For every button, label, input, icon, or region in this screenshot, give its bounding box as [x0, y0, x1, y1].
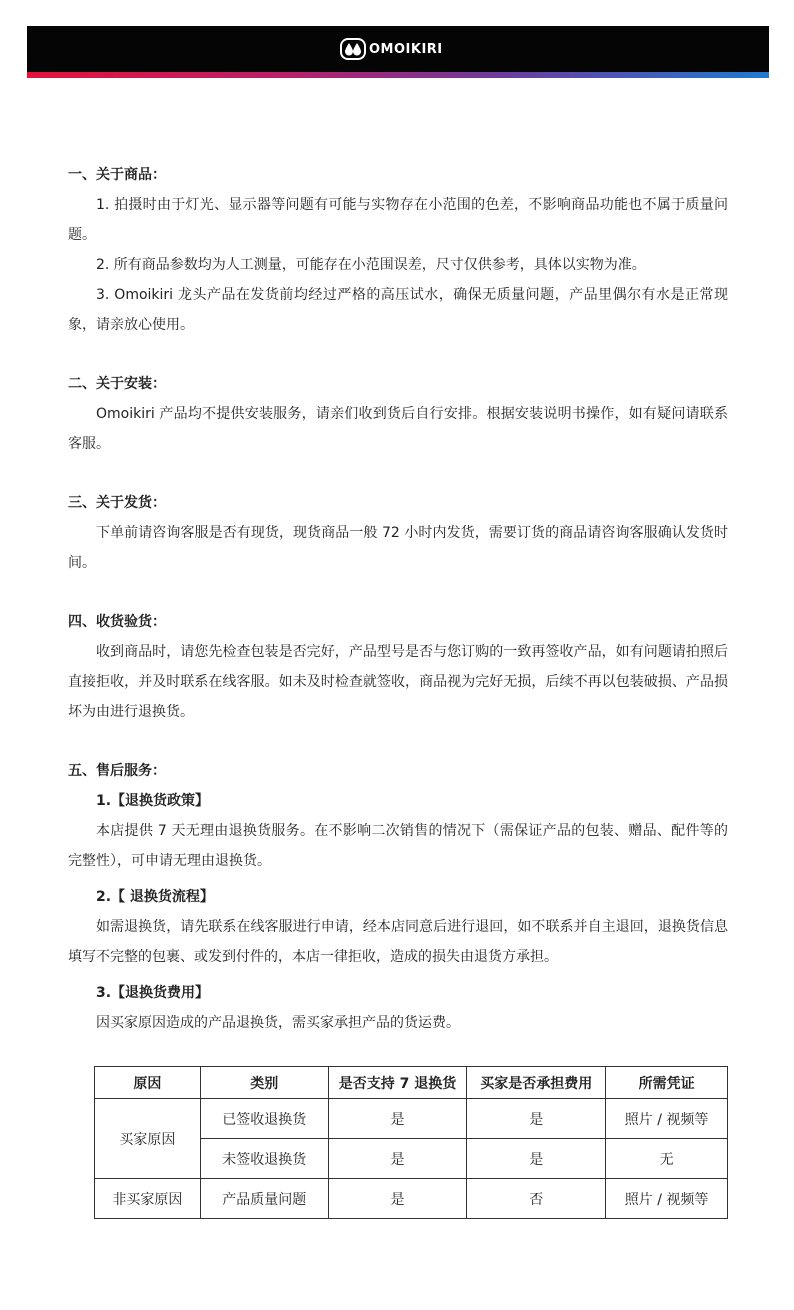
policy-content [68, 160, 728, 1038]
table-header-row [95, 1067, 728, 1099]
section-title-products: 一、关于商品： [68, 167, 166, 183]
water-drops-logo-icon [340, 38, 366, 60]
paragraph: 2. 所有商品参数均为人工测量，可能存在小范围误差，尺寸仅供参考，具体以实物为准。 [96, 257, 646, 273]
gradient-stripe [27, 72, 769, 78]
paragraph: 本店提供 7 天无理由退换货服务。在不影响二次销售的情况下（需保证产品的包装、赠品、配件等的完整性），可申请无理由退换货。 [68, 823, 728, 869]
paragraph: 如需退换货，请先联系在线客服进行申请，经本店同意后进行退回，如不联系并自主退回，退换货信息填写不完整的包裹、或发到付件的，本店一律拒收，造成的损失由退货方承担。 [68, 919, 728, 965]
table-cell: 未签收退换货 [200, 1139, 328, 1179]
section-title-shipping: 三、关于发货： [68, 495, 166, 511]
table-cell: 已签收退换货 [200, 1099, 328, 1139]
table-cell: 是 [328, 1139, 467, 1179]
table-cell-reason: 买家原因 [95, 1099, 201, 1179]
subsection-title-return-process: 2.【 退换货流程】 [96, 889, 214, 905]
table-row [95, 1099, 728, 1139]
brand-name: OMOIKIRI [369, 41, 443, 57]
section-title-installation: 二、关于安装： [68, 376, 166, 392]
subsection-title-return-fees: 3.【退换货费用】 [96, 985, 210, 1001]
table-row [95, 1179, 728, 1219]
table-cell: 是 [328, 1099, 467, 1139]
subsection-title-return-policy: 1.【退换货政策】 [96, 793, 210, 809]
section-title-after-sales: 五、售后服务： [68, 763, 166, 779]
table-header-cell: 是否支持 7 退换货 [328, 1067, 467, 1099]
table-header-cell: 原因 [95, 1067, 201, 1099]
table-cell: 否 [467, 1179, 606, 1219]
table-cell: 是 [328, 1179, 467, 1219]
table-cell: 产品质量问题 [200, 1179, 328, 1219]
paragraph: Omoikiri 产品均不提供安装服务，请亲们收到货后自行安排。根据安装说明书操作，如有疑问请联系客服。 [68, 406, 728, 452]
table-cell: 照片 / 视频等 [606, 1099, 728, 1139]
table-header-cell: 所需凭证 [606, 1067, 728, 1099]
paragraph: 3. Omoikiri 龙头产品在发货前均经过严格的高压试水，确保无质量问题，产品里偶尔有水是正常现象，请亲放心使用。 [68, 287, 728, 333]
table-cell-reason: 非买家原因 [95, 1179, 201, 1219]
section-title-inspection: 四、收货验货： [68, 614, 166, 630]
table-cell: 无 [606, 1139, 728, 1179]
table-cell: 照片 / 视频等 [606, 1179, 728, 1219]
return-fee-table [94, 1066, 728, 1219]
brand-logo [340, 38, 443, 60]
table-cell: 是 [467, 1139, 606, 1179]
paragraph: 1. 拍摄时由于灯光、显示器等问题有可能与实物存在小范围的色差，不影响商品功能也不属于质量问题。 [68, 197, 728, 243]
brand-header [27, 26, 769, 78]
table-header-cell: 买家是否承担费用 [467, 1067, 606, 1099]
paragraph: 下单前请咨询客服是否有现货，现货商品一般 72 小时内发货，需要订货的商品请咨询客服确认发货时间。 [68, 525, 728, 571]
paragraph: 因买家原因造成的产品退换货，需买家承担产品的货运费。 [96, 1015, 460, 1031]
table-cell: 是 [467, 1099, 606, 1139]
table-header-cell: 类别 [200, 1067, 328, 1099]
paragraph: 收到商品时，请您先检查包装是否完好，产品型号是否与您订购的一致再签收产品，如有问题请拍照后直接拒收，并及时联系在线客服。如未及时检查就签收，商品视为完好无损，后续不再以包装破损、产品损坏为由进行退换货。 [68, 644, 728, 720]
